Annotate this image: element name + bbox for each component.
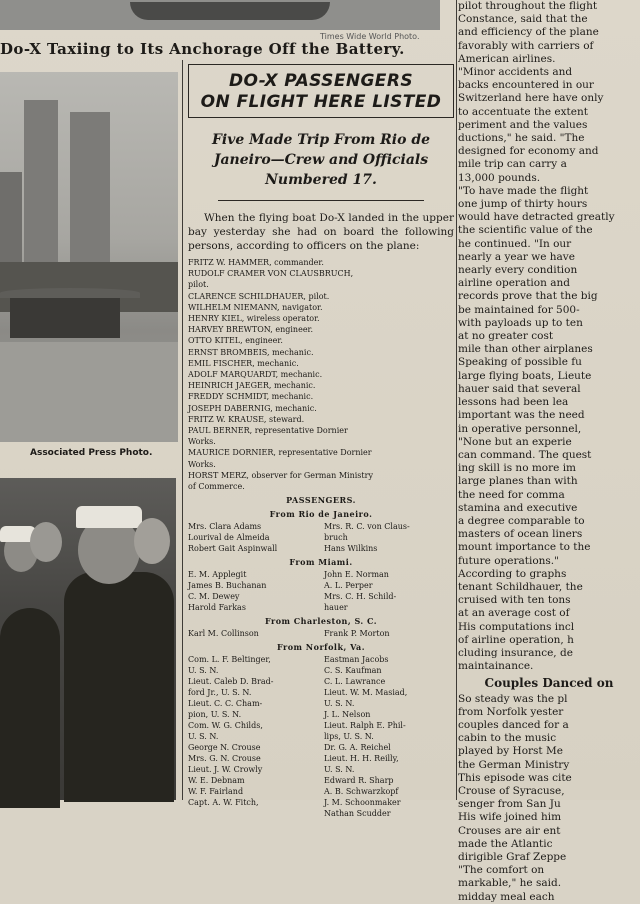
passenger-name: Mrs. Clara Adams: [188, 522, 262, 532]
text-line: large planes than with: [458, 475, 578, 488]
passenger-name: Lourival de Almeida: [188, 533, 270, 543]
text-line: pilot throughout the flight: [458, 0, 598, 12]
text-line: Speaking of possible fu: [458, 356, 582, 369]
text-line: the need for comma: [458, 488, 565, 501]
passenger-name: J. M. Schoonmaker: [324, 798, 401, 808]
passenger-name: ford Jr., U. S. N.: [188, 688, 252, 698]
text-line: "The comfort on: [458, 864, 545, 877]
crew-member: pilot.: [188, 280, 209, 290]
text-line: Switzerland here have only: [458, 92, 604, 105]
text-line: mile than other airplanes: [458, 343, 593, 356]
miami-passengers: [188, 569, 454, 613]
text-line: markable," he said.: [458, 877, 562, 890]
text-line: "To have made the flight: [458, 184, 589, 197]
passenger-name: [188, 808, 318, 819]
miami-heading: From Miami.: [289, 557, 353, 568]
right-column: [458, 0, 640, 903]
passenger-name: Mrs. R. C. von Claus-: [324, 522, 410, 532]
crew-member: ADOLF MARQUARDT, mechanic.: [188, 370, 323, 380]
text-line: tenant Schildhauer, the: [458, 580, 583, 593]
text-line: Crouse of Syracuse,: [458, 784, 565, 797]
skyline-photo: [0, 72, 178, 442]
right-subhead: Couples Danced on: [484, 676, 614, 691]
text-line: be maintained for 500-: [458, 303, 580, 316]
column-rule: [182, 60, 183, 800]
water: [0, 342, 178, 442]
text-line: "None but an experie: [458, 435, 572, 448]
passenger-name: Frank P. Morton: [324, 629, 390, 639]
column-rule: [456, 0, 457, 800]
crew-member: EMIL FISCHER, mechanic.: [188, 358, 299, 368]
passenger-name: Eastman Jacobs: [324, 655, 389, 665]
text-line: American airlines.: [458, 52, 556, 65]
crew-member: of Commerce.: [188, 482, 245, 492]
text-line: at an average cost of: [458, 607, 570, 620]
text-line: cabin to the music: [458, 732, 557, 745]
text-line: would have detracted greatly: [458, 211, 615, 224]
text-line: lessons had been lea: [458, 396, 569, 409]
text-line: His computations incl: [458, 620, 575, 633]
text-line: mile trip can carry a: [458, 158, 567, 171]
crew-member: MAURICE DORNIER, representative Dornier: [188, 448, 372, 458]
text-line: mount importance to the: [458, 541, 591, 554]
passenger-name: George N. Crouse: [188, 743, 261, 753]
text-line: can command. The quest: [458, 448, 592, 461]
divider: [218, 200, 424, 201]
passenger-name: C. L. Lawrance: [324, 677, 386, 687]
crew-member: HEINRICH JAEGER, mechanic.: [188, 381, 316, 391]
passenger-name: Karl M. Collinson: [188, 629, 259, 639]
text-line: Crouses are air ent: [458, 824, 561, 837]
text-line: and efficiency of the plane: [458, 26, 599, 39]
passenger-name: Lieut. Caleb D. Brad-: [188, 677, 274, 687]
crew-member: RUDOLF CRAMER VON CLAUSBRUCH,: [188, 269, 354, 279]
charleston-heading: From Charleston, S. C.: [264, 616, 378, 627]
text-line: favorably with carriers of: [458, 39, 594, 52]
passenger-name: Nathan Scudder: [324, 809, 391, 819]
flying-boat-hull: [130, 2, 330, 20]
passenger-name: John E. Norman: [324, 570, 389, 580]
passenger-name: Robert Gait Aspinwall: [188, 544, 278, 554]
text-line: This episode was cite: [458, 771, 572, 784]
crew-member: HARVEY BREWTON, engineer.: [188, 325, 314, 335]
text-line: designed for economy and: [458, 145, 599, 158]
text-line: cruised with ten tons: [458, 594, 571, 607]
passenger-name: C. S. Kaufman: [324, 666, 382, 676]
charleston-passengers: [188, 628, 454, 639]
passenger-name: Lieut. H. H. Reilly,: [324, 754, 399, 764]
crew-member: ERNST BROMBEIS, mechanic.: [188, 347, 314, 357]
passenger-name: U. S. N.: [188, 666, 219, 676]
right-column-text-continued: [458, 693, 640, 904]
text-line: important was the need: [458, 409, 585, 422]
passenger-name: Capt. A. W. Fitch,: [188, 798, 259, 808]
text-line: played by Horst Me: [458, 745, 563, 758]
top-photo-caption: Do-X Taxiing to Its Anchorage Off the Battery.: [0, 40, 405, 58]
text-line: from Norfolk yester: [458, 705, 564, 718]
passenger-name: Com. L. F. Beltinger,: [188, 655, 271, 665]
text-line: cluding insurance, de: [458, 646, 573, 659]
passenger-name: Harold Farkas: [188, 603, 246, 613]
headline-line-1: DO-X PASSENGERS: [229, 71, 413, 91]
building: [70, 112, 110, 272]
text-line: made the Atlantic: [458, 837, 553, 850]
article: [188, 64, 454, 819]
person-head: [30, 522, 62, 562]
passenger-name: Mrs. C. H. Schild-: [324, 592, 397, 602]
passenger-name: W. E. Debnam: [188, 776, 245, 786]
pavilion-base: [10, 298, 120, 338]
crew-member: JOSEPH DABERNIG, mechanic.: [188, 403, 317, 413]
text-line: future operations.": [458, 554, 559, 567]
text-line: airline operation and: [458, 277, 570, 290]
norfolk-passengers: [188, 654, 454, 819]
text-line: couples danced for a: [458, 718, 569, 731]
passenger-name: bruch: [324, 533, 348, 543]
passenger-name: lips, U. S. N.: [324, 732, 374, 742]
crew-member: FRITZ W. KRAUSE, steward.: [188, 414, 305, 424]
text-line: the German Ministry: [458, 758, 570, 771]
text-line: ing skill is no more im: [458, 462, 577, 475]
text-line: nearly a year we have: [458, 250, 575, 263]
text-line: he continued. "In our: [458, 237, 572, 250]
photo-credit: Associated Press Photo.: [30, 448, 153, 458]
passenger-name: A. B. Schwarzkopf: [324, 787, 399, 797]
text-line: in operative personnel,: [458, 422, 582, 435]
right-column-text: [458, 0, 640, 673]
rio-heading: From Rio de Janeiro.: [269, 509, 373, 520]
text-line: "Minor accidents and: [458, 66, 573, 79]
text-line: large flying boats, Lieute: [458, 369, 592, 382]
crew-portrait-photo: [0, 478, 176, 800]
text-line: stamina and executive: [458, 501, 578, 514]
text-line: midday meal each: [458, 890, 555, 903]
crew-member: OTTO KITEL, engineer.: [188, 336, 283, 346]
text-line: dirigible Graf Zeppe: [458, 851, 567, 863]
passenger-name: A. L. Perper: [324, 581, 373, 591]
top-photo: [0, 0, 440, 30]
crew-member: CLARENCE SCHILDHAUER, pilot.: [188, 291, 330, 301]
text-line: a degree comparable to: [458, 514, 585, 527]
passenger-name: Com. W. G. Childs,: [188, 721, 263, 731]
passenger-name: hauer: [324, 603, 348, 613]
text-line: at no greater cost: [458, 330, 554, 343]
building: [24, 100, 58, 270]
crew-member: WILHELM NIEMANN, navigator.: [188, 302, 323, 312]
text-line: periment and the values: [458, 118, 588, 131]
passenger-name: Lieut. C. C. Cham-: [188, 699, 263, 709]
passenger-name: U. S. N.: [324, 765, 355, 775]
passenger-name: James B. Buchanan: [188, 581, 267, 591]
deck: Five Made Trip From Rio de Janeiro—Crew and Officials Numbered 17.: [211, 132, 431, 188]
crew-list: [188, 257, 454, 492]
lead-paragraph: When the flying boat Do-X landed in the upper bay yesterday she had on board the following persons, according to officers on the plane:: [188, 212, 454, 252]
text-line: one jump of thirty hours: [458, 198, 588, 211]
text-line: maintainance.: [458, 660, 534, 673]
headline-line-2: ON FLIGHT HERE LISTED: [200, 92, 442, 112]
passenger-name: Hans Wilkins: [324, 544, 378, 554]
text-line: nearly every condition: [458, 264, 578, 277]
text-line: Constance, said that the: [458, 13, 588, 26]
passenger-name: C. M. Dewey: [188, 592, 240, 602]
passenger-name: J. L. Nelson: [324, 710, 371, 720]
passenger-name: Dr. G. A. Reichel: [324, 743, 391, 753]
crew-member: Works.: [188, 459, 216, 469]
crew-member: HENRY KIEL, wireless operator.: [188, 314, 320, 324]
passenger-name: Lieut. Ralph E. Phil-: [324, 721, 406, 731]
passengers-heading: PASSENGERS.: [286, 495, 356, 506]
pavilion-roof: [0, 288, 140, 298]
person-head: [134, 518, 170, 564]
text-line: 13,000 pounds.: [458, 171, 541, 184]
passenger-name: Lieut. J. W. Crowly: [188, 765, 263, 775]
person: [64, 572, 174, 802]
top-photo-credit: Times Wide World Photo.: [320, 32, 420, 41]
crew-member: PAUL BERNER, representative Dornier: [188, 426, 348, 436]
passenger-name: U. S. N.: [188, 732, 219, 742]
headline-box: [188, 64, 454, 118]
crew-member: FRITZ W. HAMMER, commander.: [188, 258, 324, 267]
crew-member: HORST MERZ, observer for German Ministry: [188, 470, 373, 480]
text-line: records prove that the big: [458, 290, 598, 303]
passenger-name: E. M. Applegit: [188, 570, 247, 580]
text-line: backs encountered in our: [458, 79, 594, 92]
passenger-name: pion, U. S. N.: [188, 710, 242, 720]
text-line: of airline operation, h: [458, 633, 574, 646]
text-line: the scientific value of the: [458, 224, 593, 237]
crew-member: Works.: [188, 437, 216, 447]
crew-member: FREDDY SCHMIDT, mechanic.: [188, 392, 314, 402]
passenger-name: Mrs. G. N. Crouse: [188, 754, 261, 764]
text-line: senger from San Ju: [458, 798, 561, 811]
passenger-name: W. F. Fairland: [188, 787, 244, 797]
passenger-name: Edward R. Sharp: [324, 776, 394, 786]
text-line: So steady was the pl: [458, 692, 568, 705]
text-line: hauer said that several: [458, 382, 581, 395]
rio-passengers: [188, 521, 454, 554]
norfolk-heading: From Norfolk, Va.: [276, 642, 366, 653]
person: [0, 608, 60, 808]
officer-cap: [76, 506, 142, 528]
text-line: His wife joined him: [458, 811, 562, 824]
passenger-name: Lieut. W. M. Masiad,: [324, 688, 408, 698]
text-line: masters of ocean liners: [458, 528, 583, 541]
text-line: to accentuate the extent: [458, 105, 588, 118]
text-line: According to graphs: [458, 567, 567, 580]
text-line: ductions," he said. "The: [458, 132, 585, 145]
text-line: with payloads up to ten: [458, 316, 583, 329]
passenger-name: U. S. N.: [324, 699, 355, 709]
